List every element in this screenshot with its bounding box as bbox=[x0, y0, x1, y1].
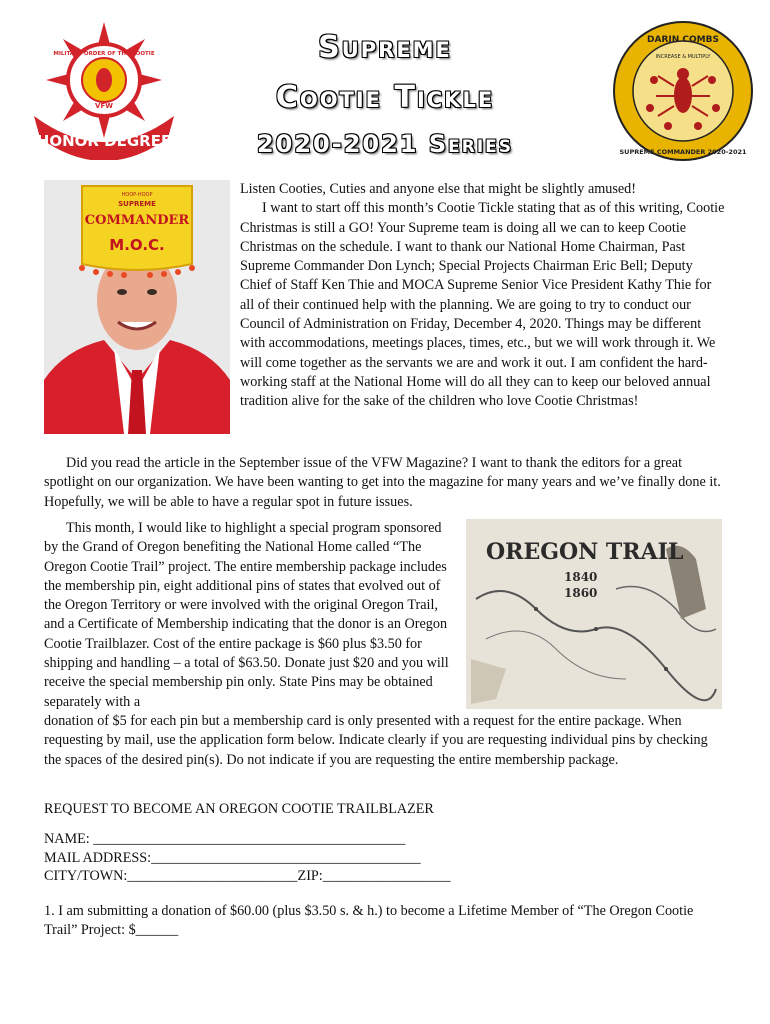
left-logo-ring-text: MILITARY ORDER OF THE COOTIE bbox=[53, 51, 155, 57]
hat-line-2: COMMANDER bbox=[84, 213, 190, 228]
paragraph-3-wrap: This month, I would like to highlight a special program sponsored by the Grand of Oregon benefiting the National Home called “The Oregon Cootie Trail” project. The entire membership package includes the membership pin, eight additional pins of states that evolved out of the Oregon Territory or were involved with the original Oregon Trail, and a Certificate of Membership indicating that the donor is an Oregon Cootie Trailblazer. Cost of the entire package is $60 plus $3.50 for shipping and handling – a total of $63.50. Donate just $20 and you will receive the special membership pin only. State Pins may be obtained separately with a bbox=[44, 520, 449, 710]
hat-top-text: HOOP-HOOP bbox=[121, 192, 153, 198]
title-line-2: Cootie Tickle bbox=[275, 80, 495, 115]
badge-bottom-text: SUPREME COMMANDER 2020-2021 bbox=[619, 148, 747, 156]
badge-slogan-text: INCREASE & MULTIPLY bbox=[655, 54, 711, 60]
paragraph-2: Did you read the article in the September issue of the VFW Magazine? I want to thank the editors for a great spotlight on our organization. We have been wanting to get into the magazine for many years and we’ve finally done it. Hopefully, we will be able to have a regular spot in future issues. bbox=[44, 455, 721, 510]
title-line-3: 2020-2021 Series bbox=[256, 130, 514, 158]
greeting: Listen Cooties, Cuties and anyone else that might be slightly amused! bbox=[240, 181, 637, 197]
form-heading: REQUEST TO BECOME AN OREGON COOTIE TRAILBLAZER bbox=[44, 801, 434, 817]
supreme-commander-badge bbox=[612, 20, 754, 162]
paragraph-1: I want to start off this month’s Cootie Tickle stating that as of this writing, Cootie Christmas is still a GO! Your Supreme team is doing all we can to keep Cootie Christmas on the schedule. I want to thank our National Home Chairman, Past Supreme Commander Don Lynch; Special Projects Chairman Eric Bell; Deputy Chief of Staff Ken Thie and MOCA Supreme Senior Vice President Kathy Thie for all of their continued help with the planning. We are going to try to conduct our Council of Administration on Friday, December 4, 2020. Things may be different with accommodations, meetings places, times, etc., but we will work through it. We will come together as the servants we are and work it out. I am confident the hard-working staff at the National Home will do all they can to keep our beloved annual tradition alive for the sake of the children who love Cootie Christmas! bbox=[240, 200, 725, 410]
map-years-top: 1840 bbox=[564, 570, 598, 584]
city-zip-field-line[interactable]: CITY/TOWN:________________________ZIP:__________________ bbox=[44, 868, 451, 884]
title-line-1: Supreme bbox=[318, 30, 452, 65]
oregon-trail-map bbox=[466, 519, 722, 709]
name-field-line[interactable]: NAME: ____________________________________________ bbox=[44, 831, 406, 847]
map-title: OREGON TRAIL bbox=[486, 539, 684, 565]
left-logo-banner-text: HONOR DEGREE bbox=[36, 132, 172, 150]
left-logo-center-text: VFW bbox=[95, 102, 113, 110]
hat-line-1: SUPREME bbox=[118, 200, 156, 208]
address-field-line[interactable]: MAIL ADDRESS:______________________________________ bbox=[44, 850, 421, 866]
paragraph-3-full: donation of $5 for each pin but a membership card is only presented with a request for the entire package. When requesting by mail, use the application form below. Indicate clearly if you are requesting individual pins by checking the spaces of the desired pin(s). Do not indicate if you are requesting the entire membership package. bbox=[44, 713, 708, 768]
hat-line-3: M.O.C. bbox=[109, 236, 165, 254]
form-item-1: 1. I am submitting a donation of $60.00 (plus $3.50 s. & h.) to become a Lifetime Member of “The Oregon Cootie Trail” Project: $______ bbox=[44, 903, 694, 939]
portrait-photo bbox=[44, 180, 230, 434]
honor-degree-logo bbox=[28, 18, 180, 160]
map-years-bottom: 1860 bbox=[564, 586, 598, 600]
badge-name-text: DARIN COMBS bbox=[647, 35, 719, 45]
